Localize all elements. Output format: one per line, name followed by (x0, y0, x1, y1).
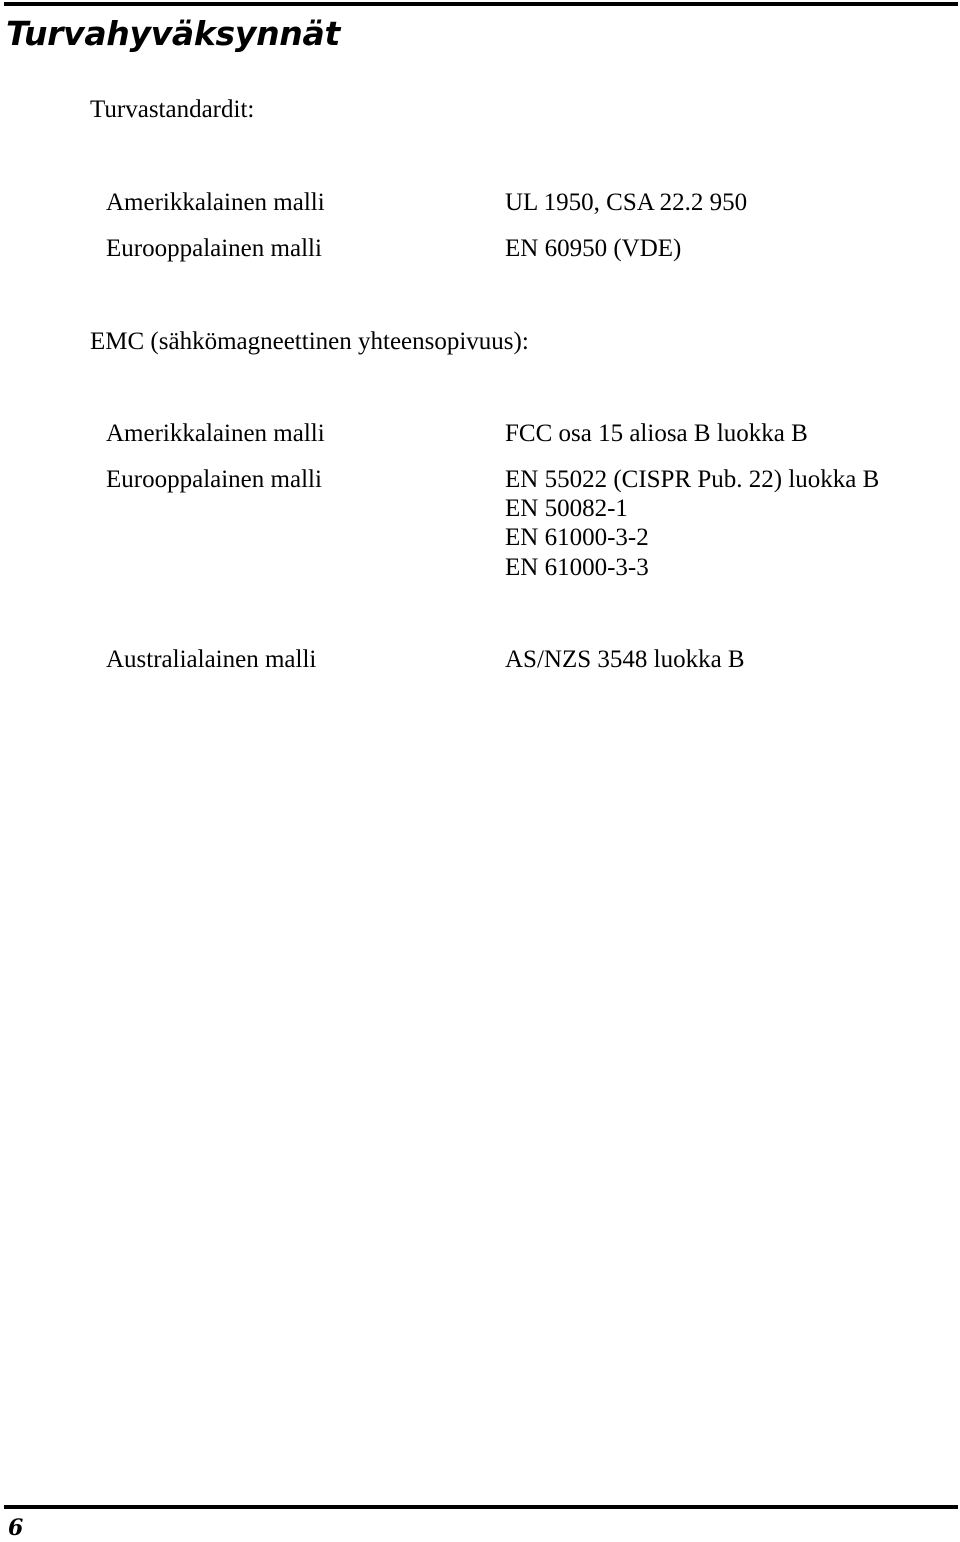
emc-value-europe-3: EN 61000-3-2 (505, 524, 649, 551)
bottom-rule (4, 1505, 958, 1509)
emc-label-europe: Eurooppalainen malli (106, 466, 322, 493)
emc-value-australia: AS/NZS 3548 luokka B (505, 646, 745, 673)
safety-section-title: Turvastandardit: (90, 96, 255, 123)
safety-value-america: UL 1950, CSA 22.2 950 (505, 189, 748, 216)
emc-label-america: Amerikkalainen malli (106, 420, 325, 447)
page-number: 6 (8, 1515, 24, 1541)
safety-value-europe: EN 60950 (VDE) (505, 235, 682, 262)
safety-label-america: Amerikkalainen malli (106, 189, 325, 216)
emc-value-america: FCC osa 15 aliosa B luokka B (505, 420, 808, 447)
top-rule (4, 2, 958, 6)
emc-value-europe-4: EN 61000-3-3 (505, 554, 649, 581)
emc-section-title: EMC (sähkömagneettinen yhteensopivuus): (90, 328, 529, 355)
emc-value-europe-2: EN 50082-1 (505, 495, 628, 522)
emc-value-europe-1: EN 55022 (CISPR Pub. 22) luokka B (505, 466, 880, 493)
emc-label-australia: Australialainen malli (106, 646, 317, 673)
page-heading: Turvahyväksynnät (6, 14, 340, 53)
safety-label-europe: Eurooppalainen malli (106, 235, 322, 262)
